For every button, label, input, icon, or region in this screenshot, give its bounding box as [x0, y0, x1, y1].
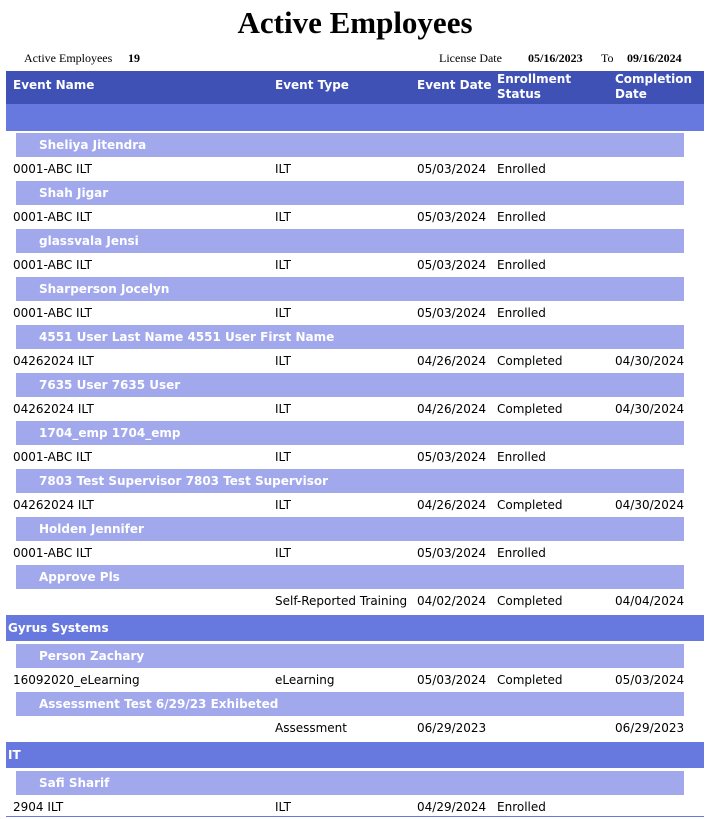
- group-header: [6, 615, 704, 641]
- employee-header: [16, 133, 684, 157]
- table-row: [6, 397, 704, 421]
- employee-name: Shah Jigar: [39, 186, 109, 200]
- event-name-cell: 0001-ABC ILT: [13, 306, 92, 320]
- event-date-cell: 05/03/2024: [417, 210, 487, 224]
- event-name-cell: 0001-ABC ILT: [13, 210, 92, 224]
- employee-name: Sharperson Jocelyn: [39, 282, 170, 296]
- employee-header: [16, 692, 684, 716]
- employee-header: [16, 771, 684, 795]
- event-date-cell: 05/03/2024: [417, 450, 487, 464]
- event-type-cell: ILT: [275, 306, 291, 320]
- event-date-cell: 05/03/2024: [417, 306, 487, 320]
- completion-date-cell: 04/30/2024: [615, 402, 685, 416]
- enrollment-status-cell: Enrolled: [497, 306, 546, 320]
- table-row: [6, 349, 704, 373]
- event-type-cell: ILT: [275, 210, 291, 224]
- event-date-cell: 04/26/2024: [417, 354, 487, 368]
- event-type-cell: ILT: [275, 402, 291, 416]
- event-name-cell: 0001-ABC ILT: [13, 546, 92, 560]
- completion-date-cell: 05/03/2024: [615, 673, 685, 687]
- event-type-cell: ILT: [275, 800, 291, 814]
- employee-header: [16, 325, 684, 349]
- event-date-cell: 04/26/2024: [417, 402, 487, 416]
- completion-date-cell: 06/29/2023: [615, 721, 685, 735]
- event-date-cell: 05/03/2024: [417, 673, 487, 687]
- col-enrollment-status: Enrollment Status: [497, 72, 572, 101]
- event-name-cell: 2904 ILT: [13, 800, 64, 814]
- license-date-label: License Date: [439, 51, 502, 65]
- employee-header: [16, 565, 684, 589]
- event-name-cell: 04262024 ILT: [13, 354, 94, 368]
- event-type-cell: ILT: [275, 258, 291, 272]
- enrollment-status-cell: Completed: [497, 673, 563, 687]
- event-name-cell: 0001-ABC ILT: [13, 450, 92, 464]
- employee-name: Assessment Test 6/29/23 Exhibeted: [39, 697, 279, 711]
- enrollment-status-cell: Enrolled: [497, 450, 546, 464]
- completion-date-cell: 04/30/2024: [615, 354, 685, 368]
- event-date-cell: 06/29/2023: [417, 721, 487, 735]
- event-date-cell: 05/03/2024: [417, 546, 487, 560]
- table-row: [6, 493, 704, 517]
- event-name-cell: 0001-ABC ILT: [13, 162, 92, 176]
- enrollment-status-cell: Enrolled: [497, 258, 546, 272]
- employee-header: [16, 421, 684, 445]
- table-header: [6, 71, 704, 104]
- event-date-cell: 04/26/2024: [417, 498, 487, 512]
- table-row: [6, 716, 704, 740]
- completion-date-cell: 04/04/2024: [615, 594, 685, 608]
- event-type-cell: eLearning: [275, 673, 335, 687]
- enrollment-status-cell: Enrolled: [497, 546, 546, 560]
- active-count: 19: [128, 51, 140, 65]
- group-band: [6, 104, 704, 131]
- employee-name: Sheliya Jitendra: [39, 138, 147, 152]
- employee-name: Holden Jennifer: [39, 522, 144, 536]
- group-name: IT: [8, 748, 21, 762]
- employee-header: [16, 373, 684, 397]
- employee-header: [16, 277, 684, 301]
- license-end-date: 09/16/2024: [627, 51, 682, 65]
- col-completion-date: Completion Date: [615, 72, 693, 101]
- event-type-cell: Self-Reported Training: [275, 594, 408, 608]
- license-start-date: 05/16/2023: [528, 51, 583, 65]
- table-row: [6, 668, 704, 692]
- employee-name: 7803 Test Supervisor 7803 Test Supervisor: [39, 474, 329, 488]
- table-row: [6, 445, 704, 469]
- enrollment-status-cell: Enrolled: [497, 162, 546, 176]
- enrollment-status-cell: Enrolled: [497, 800, 546, 814]
- employee-name: Safi Sharif: [39, 776, 110, 790]
- event-name-cell: 04262024 ILT: [13, 498, 94, 512]
- employee-name: 1704_emp 1704_emp: [39, 426, 181, 440]
- to-label: To: [601, 51, 614, 65]
- completion-date-cell: 04/30/2024: [615, 498, 685, 512]
- table-row: [6, 157, 704, 181]
- employee-header: [16, 469, 684, 493]
- table-row: [6, 205, 704, 229]
- event-type-cell: ILT: [275, 546, 291, 560]
- report-meta: [0, 49, 710, 67]
- employee-name: Person Zachary: [39, 649, 145, 663]
- event-date-cell: 04/02/2024: [417, 594, 487, 608]
- employee-header: [16, 644, 684, 668]
- enrollment-status-cell: Completed: [497, 594, 563, 608]
- employee-header: [16, 229, 684, 253]
- event-name-cell: 04262024 ILT: [13, 402, 94, 416]
- event-name-cell: 0001-ABC ILT: [13, 258, 92, 272]
- event-type-cell: ILT: [275, 450, 291, 464]
- event-type-cell: Assessment: [275, 721, 347, 735]
- employee-name: Approve Pls: [39, 570, 120, 584]
- enrollment-status-cell: Completed: [497, 402, 563, 416]
- enrollment-status-cell: Completed: [497, 498, 563, 512]
- event-name-cell: 16092020_eLearning: [13, 673, 140, 687]
- employee-header: [16, 181, 684, 205]
- employee-name: 4551 User Last Name 4551 User First Name: [39, 330, 335, 344]
- employee-header: [16, 517, 684, 541]
- table-row: [6, 301, 704, 325]
- active-count-label: Active Employees: [24, 51, 113, 65]
- event-type-cell: ILT: [275, 498, 291, 512]
- page-title: Active Employees: [237, 5, 473, 40]
- event-type-cell: ILT: [275, 162, 291, 176]
- group-header: [6, 742, 704, 768]
- col-event-type: Event Type: [275, 78, 349, 92]
- event-date-cell: 05/03/2024: [417, 162, 487, 176]
- event-type-cell: ILT: [275, 354, 291, 368]
- employee-name: glassvala Jensi: [39, 234, 139, 248]
- enrollment-status-cell: Completed: [497, 354, 563, 368]
- employee-name: 7635 User 7635 User: [39, 378, 181, 392]
- enrollment-status-cell: Enrolled: [497, 210, 546, 224]
- col-event-name: Event Name: [13, 78, 95, 92]
- table-row: [6, 589, 704, 613]
- group-name: Gyrus Systems: [8, 621, 109, 635]
- event-date-cell: 04/29/2024: [417, 800, 487, 814]
- event-date-cell: 05/03/2024: [417, 258, 487, 272]
- col-event-date: Event Date: [417, 78, 492, 92]
- table-row: [6, 253, 704, 277]
- table-row: [6, 541, 704, 565]
